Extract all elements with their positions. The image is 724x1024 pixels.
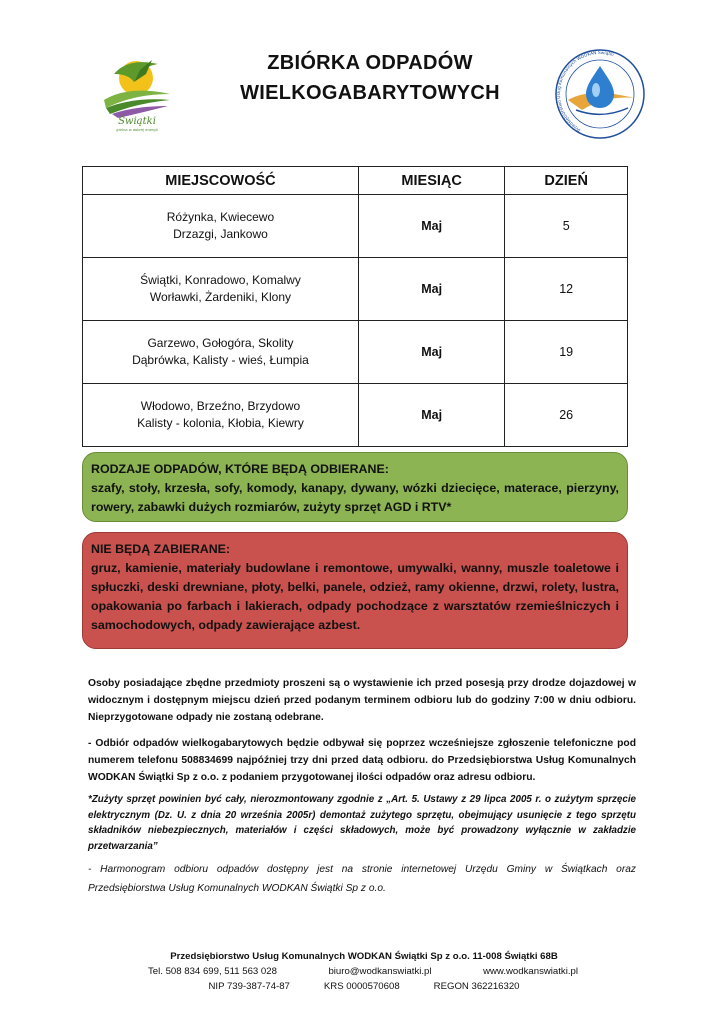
- schedule-table: [82, 166, 628, 447]
- logo-ring-text: Przedsiębiorstwo Usług Komunalnych WODKAN Świątki: [557, 50, 615, 132]
- accepted-waste-text: szafy, stoły, krzesła, sofy, komody, kanapy, dywany, wózki dziecięce, materace, pierzyny, rowery, zabawki dużych rozmiarów, zużyty sprzęt AGD i RTV*: [91, 481, 619, 514]
- place-cell: [83, 258, 359, 321]
- note-phone-order: - Odbiór odpadów wielkogabarytowych będzie odbywał się poprzez wcześniejsze zgłoszenie telefoniczne pod numerem telefonu 508834699 najpóźniej trzy dni przed datą odbioru. do Przedsiębiorstwa Usług Komunalnych WODKAN Świątki Sp z o.o. z podaniem przygotowanej ilości odpadów oraz adresu odbioru.: [88, 738, 636, 783]
- logo-subtext: gmina w dobrej energii: [116, 128, 158, 132]
- logo-text: Świątki: [118, 116, 156, 127]
- rejected-waste-title: NIE BĘDĄ ZABIERANE:: [91, 542, 231, 556]
- place-line: Garzewo, Gołogóra, Skolity: [147, 336, 294, 350]
- place-line: Różynka, Kwiecewo: [166, 210, 275, 224]
- day-cell: 26: [505, 384, 628, 447]
- footer-phone: Tel. 508 834 699, 511 563 028: [148, 966, 277, 977]
- wodkan-logo: [548, 46, 652, 142]
- footer-registry-row: [90, 979, 638, 994]
- accepted-waste-box: [82, 452, 628, 522]
- accepted-waste-title: RODZAJE ODPADÓW, KTÓRE BĘDĄ ODBIERANE:: [91, 462, 389, 476]
- table-header-row: [83, 167, 628, 195]
- place-line: Dąbrówka, Kalisty - wieś, Łumpia: [132, 353, 309, 367]
- place-line: Drzazgi, Jankowo: [173, 227, 268, 241]
- day-cell: 5: [505, 195, 628, 258]
- place-line: Worławki, Żardeniki, Klony: [149, 290, 292, 304]
- header-month: MIESIĄC: [358, 167, 504, 195]
- rejected-waste-box: [82, 532, 628, 649]
- table-row: [83, 384, 628, 447]
- page-title: [190, 48, 550, 108]
- footer-krs: KRS 0000570608: [323, 981, 400, 992]
- header-day: DZIEŃ: [505, 167, 628, 195]
- day-cell: 19: [505, 321, 628, 384]
- title-line-1: ZBIÓRKA ODPADÓW: [267, 52, 473, 74]
- note-placement: Osoby posiadające zbędne przedmioty proszeni są o wystawienie ich przed posesją przy drodze dojazdowej w widocznym i dostępnym miejscu dzień przed podanym terminem odbioru lub do godziny 7:00 w dniu odbioru. Nieprzygotowane odpady nie zostaną odebrane.: [88, 678, 636, 723]
- note-footnote: *Zużyty sprzęt powinien być cały, nierozmontowany zgodnie z „Art. 5. Ustawy z 29 lipca 2005 r. o zużytym sprzęcie elektrycznym (Dz. U. z dnia 20 września 2005r) demontaż zużytego sprzętu, obejmujący usunięcie z tego sprzętu składników niebezpiecznych, materiałów i części składowych, może być prowadzony wyłącznie w zakładzie przetwarzania”: [88, 794, 636, 852]
- footer-nip: NIP 739-387-74-87: [208, 981, 290, 992]
- month-cell: Maj: [358, 384, 504, 447]
- footer-company: Przedsiębiorstwo Usług Komunalnych WODKAN Świątki Sp z o.o. 11-008 Świątki 68B: [170, 951, 558, 962]
- place-line: Włodowo, Brzeźno, Brzydowo: [140, 399, 301, 413]
- rejected-waste-text: gruz, kamienie, materiały budowlane i remontowe, umywalki, wanny, muszle toaletowe i spłuczki, deski drewniane, płoty, belki, panele, odzież, ramy okienne, drzwi, rolety, lustra, opakowania po farbach i lakierach, odpady pochodzące z warsztatów rzemieślniczych i samochodowych, odpady zawierające azbest.: [91, 561, 619, 632]
- month-cell: Maj: [358, 258, 504, 321]
- header-place: MIEJSCOWOŚĆ: [83, 167, 359, 195]
- footer-email[interactable]: biuro@wodkanswiatki.pl: [328, 966, 432, 977]
- place-line: Kalisty - kolonia, Kłobia, Kiewry: [137, 416, 304, 430]
- footer-website[interactable]: www.wodkanswiatki.pl: [483, 966, 578, 977]
- table-row: [83, 258, 628, 321]
- place-line: Świątki, Konradowo, Komalwy: [140, 273, 301, 287]
- place-cell: [83, 384, 359, 447]
- title-line-2: WIELKOGABARYTOWYCH: [240, 82, 500, 104]
- month-cell: Maj: [358, 195, 504, 258]
- day-cell: 12: [505, 258, 628, 321]
- month-cell: Maj: [358, 321, 504, 384]
- footer-regon: REGON 362216320: [433, 981, 520, 992]
- place-cell: [83, 195, 359, 258]
- footer: [90, 949, 638, 994]
- place-cell: [83, 321, 359, 384]
- table-row: [83, 321, 628, 384]
- footer-contact-row: [90, 964, 638, 979]
- note-schedule-availability: - Harmonogram odbioru odpadów dostępny jest na stronie internetowej Urzędu Gminy w Świątkach oraz Przedsiębiorstwa Usług Komunalnych WODKAN Świątki Sp z o.o.: [88, 864, 636, 894]
- gmina-logo: [96, 52, 178, 134]
- table-row: [83, 195, 628, 258]
